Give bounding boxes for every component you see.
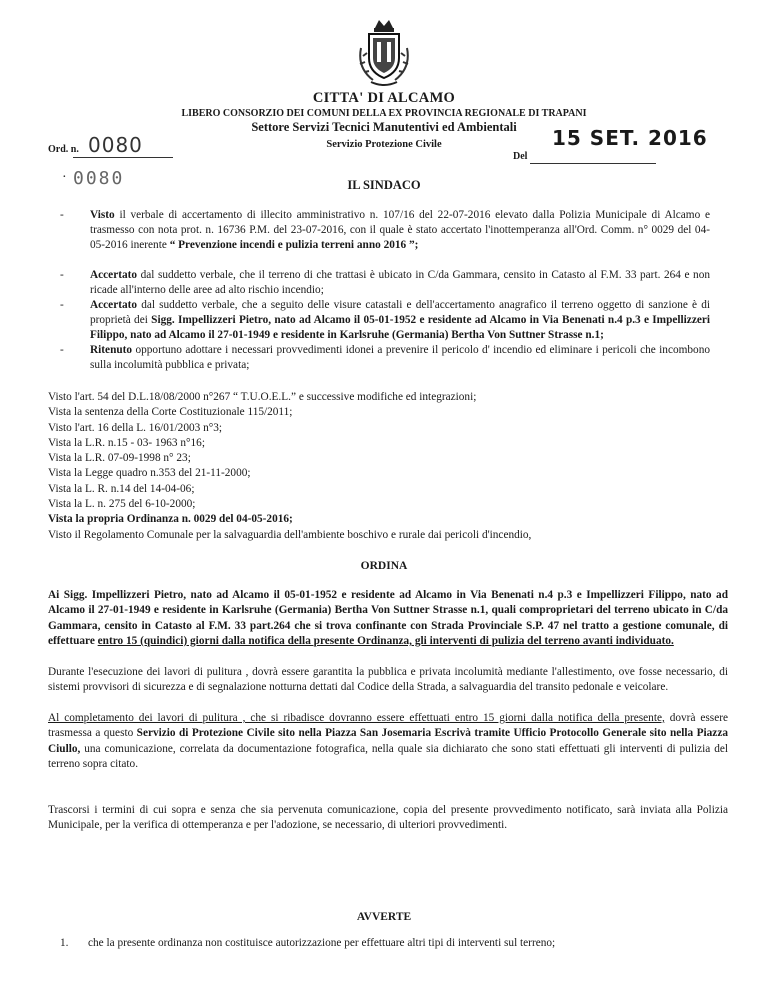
visto-line: Vista la L. R. n.14 del 14-04-06;: [48, 482, 195, 495]
avverte-heading: AVVERTE: [356, 911, 412, 923]
ordina-paragraph-1: Ai Sigg. Impellizzeri Pietro, nato ad Alcamo il 05-01-1952 e residente ad Alcamo in Via Benenati n.4 p.3 e Impellizzeri Filippo, nato ad Alcamo il 27-01-1949 e residente in Karlsruhe (Germania) Bertha Von Suttner Strasse n.1, quali comproprietari del terreno ubicato in C/da Gammara, censito in Catasto al F.M. 33 part.264 che si trova confinante con Strada Provinciale S.P. 47 nel tratto a gestione comunale, di effettuare entro 15 (quindici) giorni dalla notifica della presente Ordinanza, gli interventi di pulizia del terreno avanti individuato.: [48, 589, 728, 647]
avverte-item: 1. che la presente ordinanza non costituisce autorizzazione per effettuare altri tipi di interventi sul terreno;: [60, 937, 556, 949]
bullet-dot: ·: [62, 170, 67, 185]
visti-list: [48, 390, 728, 543]
visto-line: Vista la sentenza della Corte Costituzionale 115/2011;: [48, 406, 293, 419]
city-crest-emblem: [355, 18, 413, 88]
ord-number-handwritten: 0080: [88, 133, 143, 157]
premise-item: - Ritenuto opportuno adottare i necessari provvedimenti idonei a prevenire il pericolo d' incendio ed eliminare i pericoli che incombono sulla incolumità pubblica e privata;: [60, 344, 710, 371]
visto-line: Vista la L.R. n.15 - 03- 1963 n°16;: [48, 436, 205, 449]
premise-item: - Accertato dal suddetto verbale, che il terreno di che trattasi è ubicato in C/da Gammara, censito in Catasto al F.M. 33 part. 264 e non ricade all'interno delle aree ad alto rischio incendio;: [60, 269, 710, 296]
consortium-line: LIBERO CONSORZIO DEI COMUNI DELLA EX PROVINCIA REGIONALE DI TRAPANI: [181, 108, 587, 119]
ord-label: Ord. n.: [48, 144, 79, 155]
ordina-paragraph-2: Durante l'esecuzione dei lavori di pulitura , dovrà essere garantita la pubblica e privata incolumità mediante l'allestimento, ove fosse necessario, di sistemi provvisori di sicurezza e di segnalazione notturna dettati dal Codice della Strada, a salvaguardia del transito pedonale e veicolare.: [48, 666, 728, 694]
ord-number-stamp: 0080: [73, 168, 125, 189]
visto-line: Vista la L.R. 07-09-1998 n° 23;: [48, 452, 191, 465]
ordina-paragraph-3: Al completamento dei lavori di pulitura , che si ribadisce dovranno essere effettuati entro 15 giorni dalla notifica della presente, dovrà essere trasmessa a questo Servizio di Protezione Civile sito nella Piazza San Josemaria Escrivà tramite Ufficio Protocollo Generale sito nella Piazza Ciullo, una comunicazione, correlata da documentazione fotografica, nella quale sia dichiarato che sono stati effettuati gli interventi di pulizia del terreno sopra citato.: [48, 712, 728, 770]
del-label: Del: [513, 151, 528, 162]
ord-underline: [73, 157, 173, 158]
premise-item: - Visto il verbale di accertamento di illecito amministrativo n. 107/16 del 22-07-2016 elevato dalla Polizia Municipale di Alcamo e trasmesso con nota prot. n. 16736 P.M. del 23-07-2016, con il quale è stato accertato l'inottemperanza all'Ord. Comm. n° 0029 del 04-05-2016 inerente “ Prevenzione incendi e pulizia terreni anno 2016 ”;: [60, 209, 710, 251]
visto-line: Vista la propria Ordinanza n. 0029 del 04-05-2016;: [48, 513, 293, 526]
sector-line: Settore Servizi Tecnici Manutentivi ed Ambientali: [251, 120, 517, 134]
premise-item: - Accertato dal suddetto verbale, che a seguito delle visure catastali e dell'accertamento anagrafico il terreno oggetto di sanzione è di proprietà dei Sigg. Impellizzeri Pietro, nato ad Alcamo il 05-01-1952 e residente ad Alcamo in Via Benenati n.4 p.3 e Impellizzeri Filippo, nato ad Alcamo il 27-01-1949 e residente in Karlsruhe (Germania) Bertha Von Suttner Strasse n.1;: [60, 299, 711, 341]
ordina-paragraph-4: Trascorsi i termini di cui sopra e senza che sia pervenuta comunicazione, copia del presente provvedimento notificato, sarà inviata alla Polizia Municipale, per la verifica di ottemperanza e per l'adozione, se necessario, di ulteriori provvedimenti.: [48, 804, 728, 832]
visto-line: Visto il Regolamento Comunale per la salvaguardia dell'ambiente boschivo e rurale dai pericoli d'incendio,: [48, 528, 532, 541]
service-line: Servizio Protezione Civile: [326, 139, 442, 150]
sindaco-heading: IL SINDACO: [347, 178, 421, 192]
visto-line: Vista la Legge quadro n.353 del 21-11-2000;: [48, 467, 251, 480]
visto-line: Visto l'art. 54 del D.L.18/08/2000 n°267 “ T.U.O.E.L.” e successive modifiche ed integrazioni;: [48, 391, 477, 403]
ordina-heading: ORDINA: [360, 560, 408, 572]
visto-line: Visto l'art. 16 della L. 16/01/2003 n°3;: [48, 421, 223, 434]
visto-line: Vista la L. n. 275 del 6-10-2000;: [48, 498, 196, 511]
city-title: CITTA' DI ALCAMO: [312, 90, 456, 106]
del-underline: [530, 163, 656, 164]
del-date-stamp: 15 SET. 2016: [552, 126, 708, 150]
